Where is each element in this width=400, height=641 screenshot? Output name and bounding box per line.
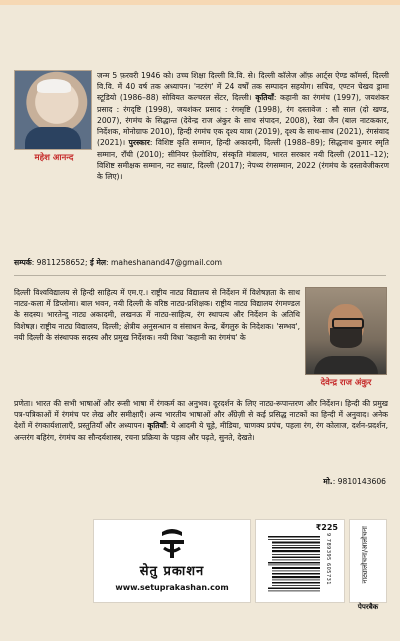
author1-hair [37,79,71,93]
publisher-website: www.setuprakashan.com [115,583,229,592]
author2-glasses [332,318,364,329]
author2-mobile-value: : 9810143606 [332,477,386,486]
top-band [0,0,400,5]
author1-contact-label: सम्पर्क [14,258,32,267]
author1-contact-value: : 9811258652; [31,258,88,267]
author1-shirt [25,127,81,149]
barcode-icon [266,536,322,592]
author2-contact [323,477,386,487]
author1-photo [14,70,92,150]
author2-works-text: : ये आदमी ये चूहे, मीडिया, चाणक्य प्रपंच, पहला रंग, रंग कोलाज, दर्शन-प्रदर्शन, अन्तरंग बहिरंग, रंगमंच का सौन्दर्यशास्त्र, रचना प्रक्रिया के पड़ाव और पढ़ते, सुनते, देखते। [14,421,389,442]
author2-bio-part2-text: प्रणेता। भारत की सभी भाषाओं और रूसी भाषा में रंगकर्म का अनुभव। दूरदर्शन के लिए नाट्य-रूपान्तरण और निर्देशन। हिन्दी की प्रमुख पत्र-पत्रिकाओं में रंगमंच पर लेख और समीक्षाएँ। अन्य भारतीय भाषाओं और अँग्रेज़ी से कई प्रसिद्ध नाटकों का हिन्दी में अनुवाद। अनेक देशों में रंगकार्यशालाएँ, प्रस्तुतियाँ और अध्यापन। [14,399,388,431]
author1-name: महेश आनन्द [34,153,74,163]
author2-photo [305,287,387,375]
author2-bio-part1: दिल्ली विश्वविद्यालय से हिन्दी साहित्य में एम.ए.। राष्ट्रीय नाट्य विद्यालय से निर्देशन में विशेषज्ञता के साथ नाट्य-कला में डिप्लोमा। बाल भवन, नयी दिल्ली के वरिष्ठ नाट्य-प्रशिक्षक। राष्ट्रीय नाट्य विद्यालय रंगमण्डल के सदस्य। भारतेन्दु नाट्य अकादमी, लखनऊ में नाट्य-साहित्य, रंग स्थापत्य और निर्देशन के अतिथि विशेषज्ञ। राष्ट्रीय नाट्य विद्यालय, दिल्ली; क्षेत्रीय अनुसन्धान व संसाधन केन्द्र, बेंगलुरु के निदेशक। 'सम्भव', नयी दिल्ली के संस्थापक सदस्य और प्रमुख निर्देशक। नयी विधा 'कहानी का रंगमंच' के [14,288,300,342]
barcode-box [255,519,345,603]
author1-contact [14,258,222,268]
publisher-name: सेतु प्रकाशन [139,564,205,579]
author1-works-label: कृतियाँ [255,93,274,103]
author2-body [314,356,378,375]
section-divider [14,275,386,276]
author2-mobile-label: मो. [323,477,333,486]
author1-works-text: : कहानी का रंगमंच (1997), जयशंकर प्रसाद : रंगदृष्टि (1998), जयशंकर प्रसाद : रंगसृष्टि (1998), रंग दस्तावेज : सौ साल (दो खण्ड, 2007), रंगमंच के सिद्धान्त (देवेन्द्र राज अंकुर के साथ संपादन, 2008), रेखा जैन (बाल नाटककार, निर्देशक, मोनोग्राफ 2010), हिन्दी रंगमंच एक दृश्य यात्रा (2019), दृश्य के साथ-साथ (2021), रंगसंवाद (2021)। [97,93,390,148]
author2-name: देवेन्द्र राज अंकुर [320,378,372,388]
price-label: ₹225 [315,523,338,532]
author1-email-value: : maheshanand47@gmail.com [106,258,223,267]
author1-bio-intro: जन्म 5 फ़रवरी 1946 को। उच्च शिक्षा दिल्ली वि.वि. से। दिल्ली कॉलेज ऑफ़ आर्ट्स ऐण्ड कॉमर्स, दिल्ली वि.वि. में 40 वर्ष तक अध्यापन। 'नटरंग' में 24 वर्षों तक सम्पादन सहयोग। सचिव, एण्टन चेखव ड्रामा स्टूडियो (1986–88) सोवियत कल्चरल सेंटर, दिल्ली। [97,71,389,103]
author1-awards-text: : विशिष्ट कृति सम्मान, हिन्दी अकादमी, दिल्ली (1988–89); सिद्धनाथ कुमार स्मृति सम्मान, राँची (2010); सीनियर फ़ेलोशिप, संस्कृति मंत्रालय, भारत सरकार नयी दिल्ली (2011–12); विशिष्ट समीक्षक सम्मान, नट सम्राट, दिल्ली (2017); नेपथ्य रंगसम्मान, 2022 (रंगमंच के दस्तावेजीकरण के लिए)। [97,138,389,182]
isbn-digits: 9 789395 605731 [325,533,331,586]
category-label: नाट्यालोचना/आलोचना [361,526,369,584]
author2-works-label: कृतियाँ [147,421,166,431]
publisher-logo-box [93,519,251,603]
category-strip [349,519,387,603]
author1-email-label: ई मेल [89,258,107,267]
author2-bio-part2 [14,398,388,443]
author1-bio [97,70,389,182]
author1-awards-label: पुरस्कार [128,138,150,148]
binding-label: पेपरबैक [357,603,379,611]
publisher-logo-icon [154,526,190,560]
author2-beard [330,328,362,348]
